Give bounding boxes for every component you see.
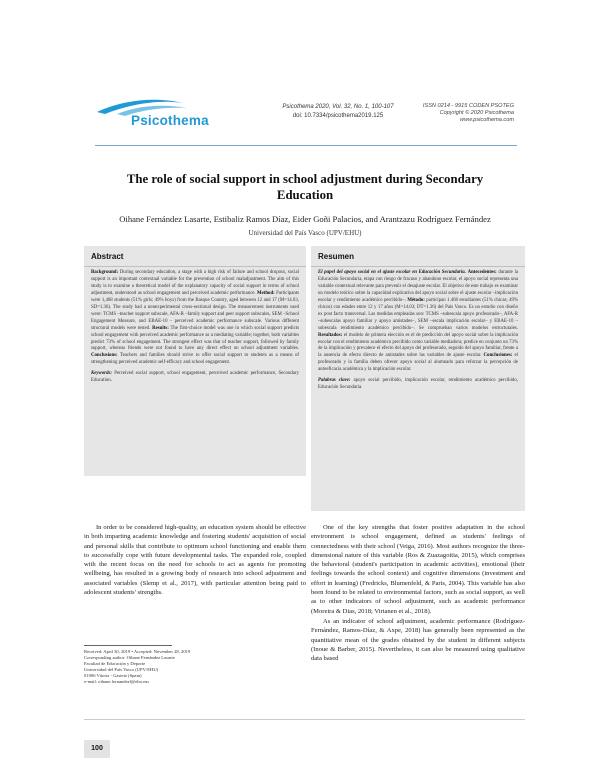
resumen-body — [318, 270, 518, 392]
copyright-line: Copyright © 2020 Psicothema — [439, 110, 514, 117]
resumen-paragraph — [318, 270, 518, 374]
abstract-body — [91, 270, 299, 385]
abstract-method-label: Method: — [257, 290, 275, 296]
abstract-keywords-label: Keywords: — [91, 371, 112, 377]
body-column-right — [311, 523, 525, 663]
resumen-conclusions-label: Conclusiones: — [483, 353, 513, 359]
abstract-keywords — [91, 371, 299, 385]
journal-ref-line: Psicothema 2020, Vol. 32, No. 1, 100-107 — [282, 104, 394, 110]
journal-reference — [268, 103, 408, 121]
footnote-divider — [84, 645, 172, 646]
body-paragraph: As an indicator of school adjustment, academic performance (Rodríguez-Fernández, Ramos-Díaz, & Axpe, 2018) has generally been represented as the quantitative mean of the grades obtained by the student in different subjects (Inoue & Barber, 2015). Nevertheless, it can also be measured using qualitative data based — [311, 617, 525, 663]
logo-text: Psicothema — [131, 113, 209, 128]
abstract-results-label: Results: — [152, 325, 169, 331]
received-date: Received: April 30, 2019 • Accepted: November 28, 2019 — [84, 649, 191, 654]
resumen-background-label: Antecedentes: — [467, 270, 497, 275]
abstract-box — [84, 246, 306, 476]
resumen-keywords — [318, 378, 518, 392]
author-list: Oihane Fernández Lasarte, Estibaliz Ramos Díaz, Eider Goñi Palacios, and Arantzazu Rodríguez Fernández — [119, 214, 491, 224]
resumen-results-text: el modelo de primera elección es el de predicción del apoyo social sobre la implicación escolar con el rendimiento académico percibido como variable mediadora; predice en conjunto un 73% de la implicación y prevalece el efecto del apoyo del profesorado, seguido del apoyo familiar, frente a la ausencia de efecto directo de amistades sobre las variables de ajuste escolar. — [318, 332, 518, 359]
paper-title: The role of social support in school adjustment during Secondary Education — [126, 172, 484, 202]
resumen-title: El papel del apoyo social en el ajuste escolar en Educación Secundaria. — [318, 270, 466, 275]
header-divider — [95, 145, 517, 146]
page-number: 100 — [84, 740, 110, 758]
faculty: Facultad de Educación y Deporte — [84, 661, 146, 667]
resumen-keywords-label: Palabras clave: — [318, 378, 351, 384]
resumen-box — [311, 246, 525, 511]
abstract-results-text: The first-choice model was one in which social support predicts school engagement with perceived academic performance as a mediating variable; together, both variables predict 73% of school engagement. The strongest effect was that of teacher support, followed by family support, whereas friends were not found to have any direct effect on school adjustment variables. — [91, 325, 299, 352]
resumen-method-label: Método: — [407, 297, 425, 303]
resumen-heading: Resumen — [318, 252, 355, 261]
body-column-left — [84, 523, 306, 597]
resumen-background-text: durante la Educación Secundaria, etapa con riesgo de fracaso y abandono escolar, el apoyo social representa una variable contextual relevante para prevenir el desajuste escolar. El objetivo de este trabajo es examinar un modelo teórico sobre la capacidad explicativa del apoyo social sobre el ajuste escolar –implicación escolar y rendimiento académico percibido–. — [318, 270, 518, 303]
abstract-background-text: During secondary education, a stage with a high risk of failure and school dropout, social support is an important contextual variable for the prevention of school maladjustment. The aim of this study is to examine a theoretical model of the explanatory capacity of social support in terms of school adjustment, understood as school engagement and perceived academic performance. — [91, 270, 300, 296]
resumen-method-text: participan 1.468 estudiantes (51% chicas; 49% chicos) con edades entre 12 y 17 años (M=14.03; DT=1.36) del País Vasco. Es un estudio con diseño ex post facto transversal. Las medidas empleadas son: TCMS –subescala apoyo profesorado–, AFA-R –subescalas apoyo familiar y apoyo amistades–, SEM –escala implicación escolar– y EBAE-10 –subescala rendimiento académico percibido–. Se comprueban varios modelos estructurales. — [318, 297, 518, 331]
university: Universidad del País Vasco (UPV/EHU) — [84, 667, 159, 673]
abstract-heading: Abstract — [91, 252, 124, 261]
footer-divider — [84, 719, 525, 720]
doi-line: doi: 10.7334/psicothema2019.125 — [292, 113, 384, 119]
abstract-background-label: Background: — [91, 270, 119, 275]
abstract-conclusions-text: Teachers and families should strive to offer social support to students as a means of strengthening perceived academic self-efficacy and school engagement. — [91, 353, 300, 366]
body-paragraph: In order to be considered high-quality, an education system should be effective in both imparting academic knowledge and fostering students' acquisition of social and personal skills that contribute to optimum school functioning and enable them to successfully cope with future developmental tasks. The expanded role, coupled with the recent focus on the need for schools to act as agents for promoting wellbeing, has resulted in a growing body of research into school adjustment and associated variables (Slemp et al., 2017), with particular attention being paid to adolescent students' strengths. — [84, 524, 306, 597]
abstract-conclusions-label: Conclusions: — [91, 353, 118, 359]
website-line: www.psicothema.com — [459, 117, 514, 124]
journal-issn-block — [412, 103, 514, 125]
body-paragraph: One of the key strengths that foster positive adaptation in the school environment is school engagement, defined as students' feelings of connectedness with their school (Veiga, 2016). Most authors recognize the three-dimensional nature of this variable (Ros & Zuazagoitia, 2015), which comprises the behavioral (student's participation in academic activities), emotional (their feelings towards the school context) and cognitive dimensions (investment and effort in learning) (Fredricks, Blumenfeld, & Paris, 2004). This variable has also been found to be related to environmental factors, such as social support, as well as to other indicators of school adjustment, such as academic performance (Moreira & Dias, 2018; Virtanen et al., 2018). — [311, 524, 525, 615]
journal-logo — [95, 95, 215, 143]
abstract-keywords-text: Perceived social support, school engagement, perceived academic performance, Secondary Education. — [91, 371, 299, 384]
footnote-block — [84, 649, 306, 685]
issn-line: ISSN 0214 - 9915 CODEN PSOTEG — [422, 103, 514, 109]
resumen-results-label: Resultados: — [318, 332, 343, 338]
resumen-conclusions-text: el profesorado y la familia deben ofrecer apoyo social al alumnado para reforzar la percepción de autoeficacia académica y la implicación escolar. — [318, 353, 518, 373]
city: 01006 Vitoria - Gasteiz (Spain) — [84, 673, 142, 679]
abstract-method-text: Participants were 1,468 students (51% girls; 49% boys) from the Basque Country, aged between 12 and 17 (M=14.03, SD=1.36). The study had a nonexperimental cross-sectional design. The measurement instruments used were: TCMS –teacher support subscale, AFA-R –family support and peer support subscales, SEM –School Engagement Measure, and EBAE-10 - perceived academic performance subscale. Various different structural models were tested. — [91, 290, 300, 331]
email: e-mail: oihane.fernandezl@ehu.eus — [84, 679, 150, 685]
corresponding-author: Corresponding author: Oihane Fernández Lasarte — [84, 655, 175, 661]
abstract-paragraph — [91, 270, 299, 367]
resumen-keywords-text: apoyo social percibido, implicación escolar, rendimiento académico percibido, Educación Secundaria. — [318, 378, 518, 391]
affiliation: Universidad del País Vasco (UPV/EHU) — [248, 229, 362, 237]
abstract-divider — [84, 266, 306, 267]
resumen-divider — [311, 266, 525, 267]
